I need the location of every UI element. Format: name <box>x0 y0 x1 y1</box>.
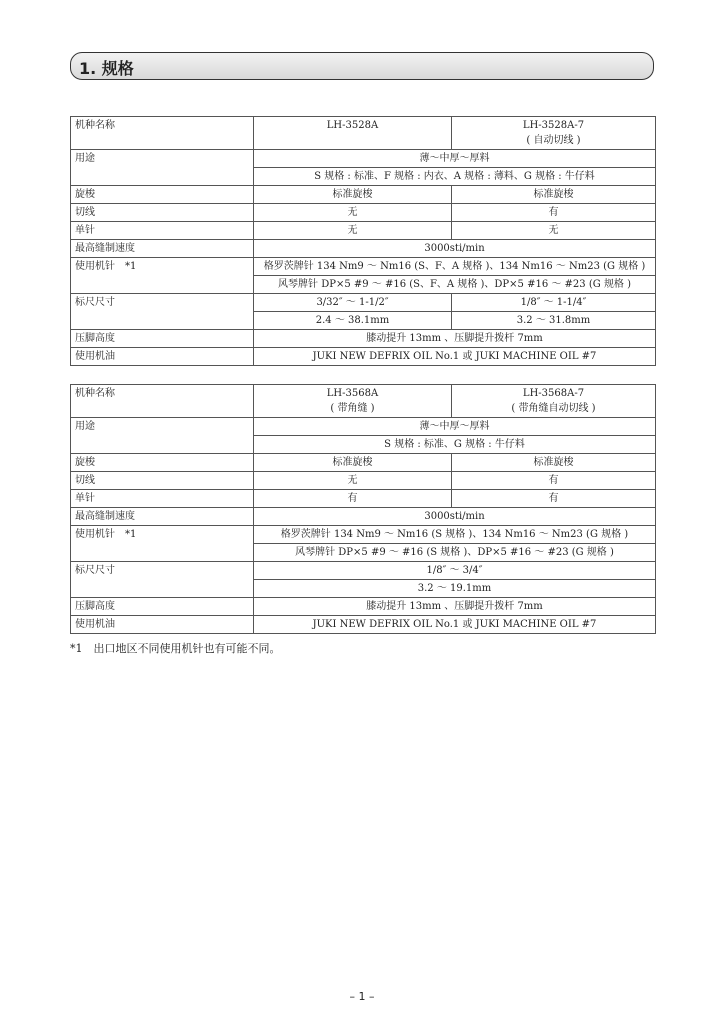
gauge-a-mm: 2.4 ～ 38.1mm <box>254 312 452 330</box>
trimmer-b: 有 <box>452 204 656 222</box>
hook-label: 旋梭 <box>71 454 254 472</box>
section-title: 1. 规格 <box>79 59 134 78</box>
trimmer-a: 无 <box>254 204 452 222</box>
use-line1: 薄～中厚～厚料 <box>254 150 656 168</box>
table-row <box>71 562 656 580</box>
lift-value: 膝动提升 13mm 、压脚提升拨杆 7mm <box>254 330 656 348</box>
needle-line2: 风琴牌针 DP×5 #9 ～ #16 (S 规格 )、DP×5 #16 ～ #23 (G 规格 ) <box>254 544 656 562</box>
single-needle-label: 单针 <box>71 490 254 508</box>
speed-label: 最高缝制速度 <box>71 240 254 258</box>
gauge-b-inch: 1/8″ ～ 1-1/4″ <box>452 294 656 312</box>
model-a <box>254 385 452 418</box>
table-row <box>71 616 656 634</box>
table-row <box>71 117 656 150</box>
lift-value: 膝动提升 13mm 、压脚提升拨杆 7mm <box>254 598 656 616</box>
lift-label: 压脚高度 <box>71 598 254 616</box>
table-row <box>71 186 656 204</box>
trimmer-label: 切线 <box>71 204 254 222</box>
trimmer-a: 无 <box>254 472 452 490</box>
table-row <box>71 454 656 472</box>
table-row <box>71 490 656 508</box>
gauge-mm: 3.2 ～ 19.1mm <box>254 580 656 598</box>
table-row <box>71 330 656 348</box>
model-b-line1: LH-3528A-7 <box>522 120 585 131</box>
gauge-label: 标尺尺寸 <box>71 562 254 598</box>
gauge-b-mm: 3.2 ～ 31.8mm <box>452 312 656 330</box>
table-row <box>71 204 656 222</box>
model-b-line1: LH-3568A-7 <box>522 388 585 399</box>
table-row <box>71 240 656 258</box>
gauge-inch: 1/8″ ～ 3/4″ <box>254 562 656 580</box>
use-line1: 薄～中厚～厚料 <box>254 418 656 436</box>
page-number: – 1 – <box>349 990 375 1003</box>
section-heading <box>70 52 654 80</box>
lift-label: 压脚高度 <box>71 330 254 348</box>
model-b <box>452 385 656 418</box>
model-a-line2: ( 带角缝 ) <box>330 403 375 414</box>
table-row <box>71 526 656 544</box>
gauge-a-inch: 3/32″ ～ 1-1/2″ <box>254 294 452 312</box>
hook-b: 标准旋梭 <box>452 454 656 472</box>
oil-value: JUKI NEW DEFRIX OIL No.1 或 JUKI MACHINE OIL #7 <box>254 616 656 634</box>
use-line2: S 规格 : 标准、G 规格 : 牛仔料 <box>254 436 656 454</box>
hook-b: 标准旋梭 <box>452 186 656 204</box>
table-row <box>71 418 656 436</box>
spec-table-lh3568a <box>70 384 656 634</box>
gauge-label: 标尺尺寸 <box>71 294 254 330</box>
single-needle-b: 有 <box>452 490 656 508</box>
spec-table-lh3528a <box>70 116 656 366</box>
table-row <box>71 508 656 526</box>
footnote: *1 出口地区不同使用机针也有可能不同。 <box>70 642 281 655</box>
table-row <box>71 294 656 312</box>
needle-line1: 格罗茨牌针 134 Nm9 ～ Nm16 (S、F、A 规格 )、134 Nm16 ～ Nm23 (G 规格 ) <box>254 258 656 276</box>
table-row <box>71 150 656 168</box>
needle-label: 使用机针 *1 <box>71 258 254 294</box>
oil-label: 使用机油 <box>71 616 254 634</box>
needle-line2: 风琴牌针 DP×5 #9 ～ #16 (S、F、A 规格 )、DP×5 #16 ～ #23 (G 规格 ) <box>254 276 656 294</box>
needle-label: 使用机针 *1 <box>71 526 254 562</box>
table-row <box>71 348 656 366</box>
hook-a: 标准旋梭 <box>254 186 452 204</box>
oil-label: 使用机油 <box>71 348 254 366</box>
hook-a: 标准旋梭 <box>254 454 452 472</box>
single-needle-a: 有 <box>254 490 452 508</box>
table-row <box>71 222 656 240</box>
use-label: 用途 <box>71 150 254 186</box>
model-label: 机种名称 <box>71 385 254 418</box>
single-needle-a: 无 <box>254 222 452 240</box>
trimmer-label: 切线 <box>71 472 254 490</box>
oil-value: JUKI NEW DEFRIX OIL No.1 或 JUKI MACHINE OIL #7 <box>254 348 656 366</box>
speed-label: 最高缝制速度 <box>71 508 254 526</box>
single-needle-label: 单针 <box>71 222 254 240</box>
table-row <box>71 258 656 276</box>
model-a-line1: LH-3568A <box>326 388 379 399</box>
speed-value: 3000sti/min <box>254 240 656 258</box>
speed-value: 3000sti/min <box>254 508 656 526</box>
needle-line1: 格罗茨牌针 134 Nm9 ～ Nm16 (S 规格 )、134 Nm16 ～ Nm23 (G 规格 ) <box>254 526 656 544</box>
model-b-line2: ( 带角缝自动切线 ) <box>511 403 596 414</box>
use-line2: S 规格 : 标准、F 规格 : 内衣、A 规格 : 薄料、G 规格 : 牛仔料 <box>254 168 656 186</box>
trimmer-b: 有 <box>452 472 656 490</box>
model-b <box>452 117 656 150</box>
hook-label: 旋梭 <box>71 186 254 204</box>
table-row <box>71 472 656 490</box>
model-b-line2: ( 自动切线 ) <box>526 135 581 146</box>
model-label: 机种名称 <box>71 117 254 150</box>
table-row <box>71 385 656 418</box>
table-row <box>71 598 656 616</box>
single-needle-b: 无 <box>452 222 656 240</box>
use-label: 用途 <box>71 418 254 454</box>
model-a: LH-3528A <box>254 117 452 150</box>
